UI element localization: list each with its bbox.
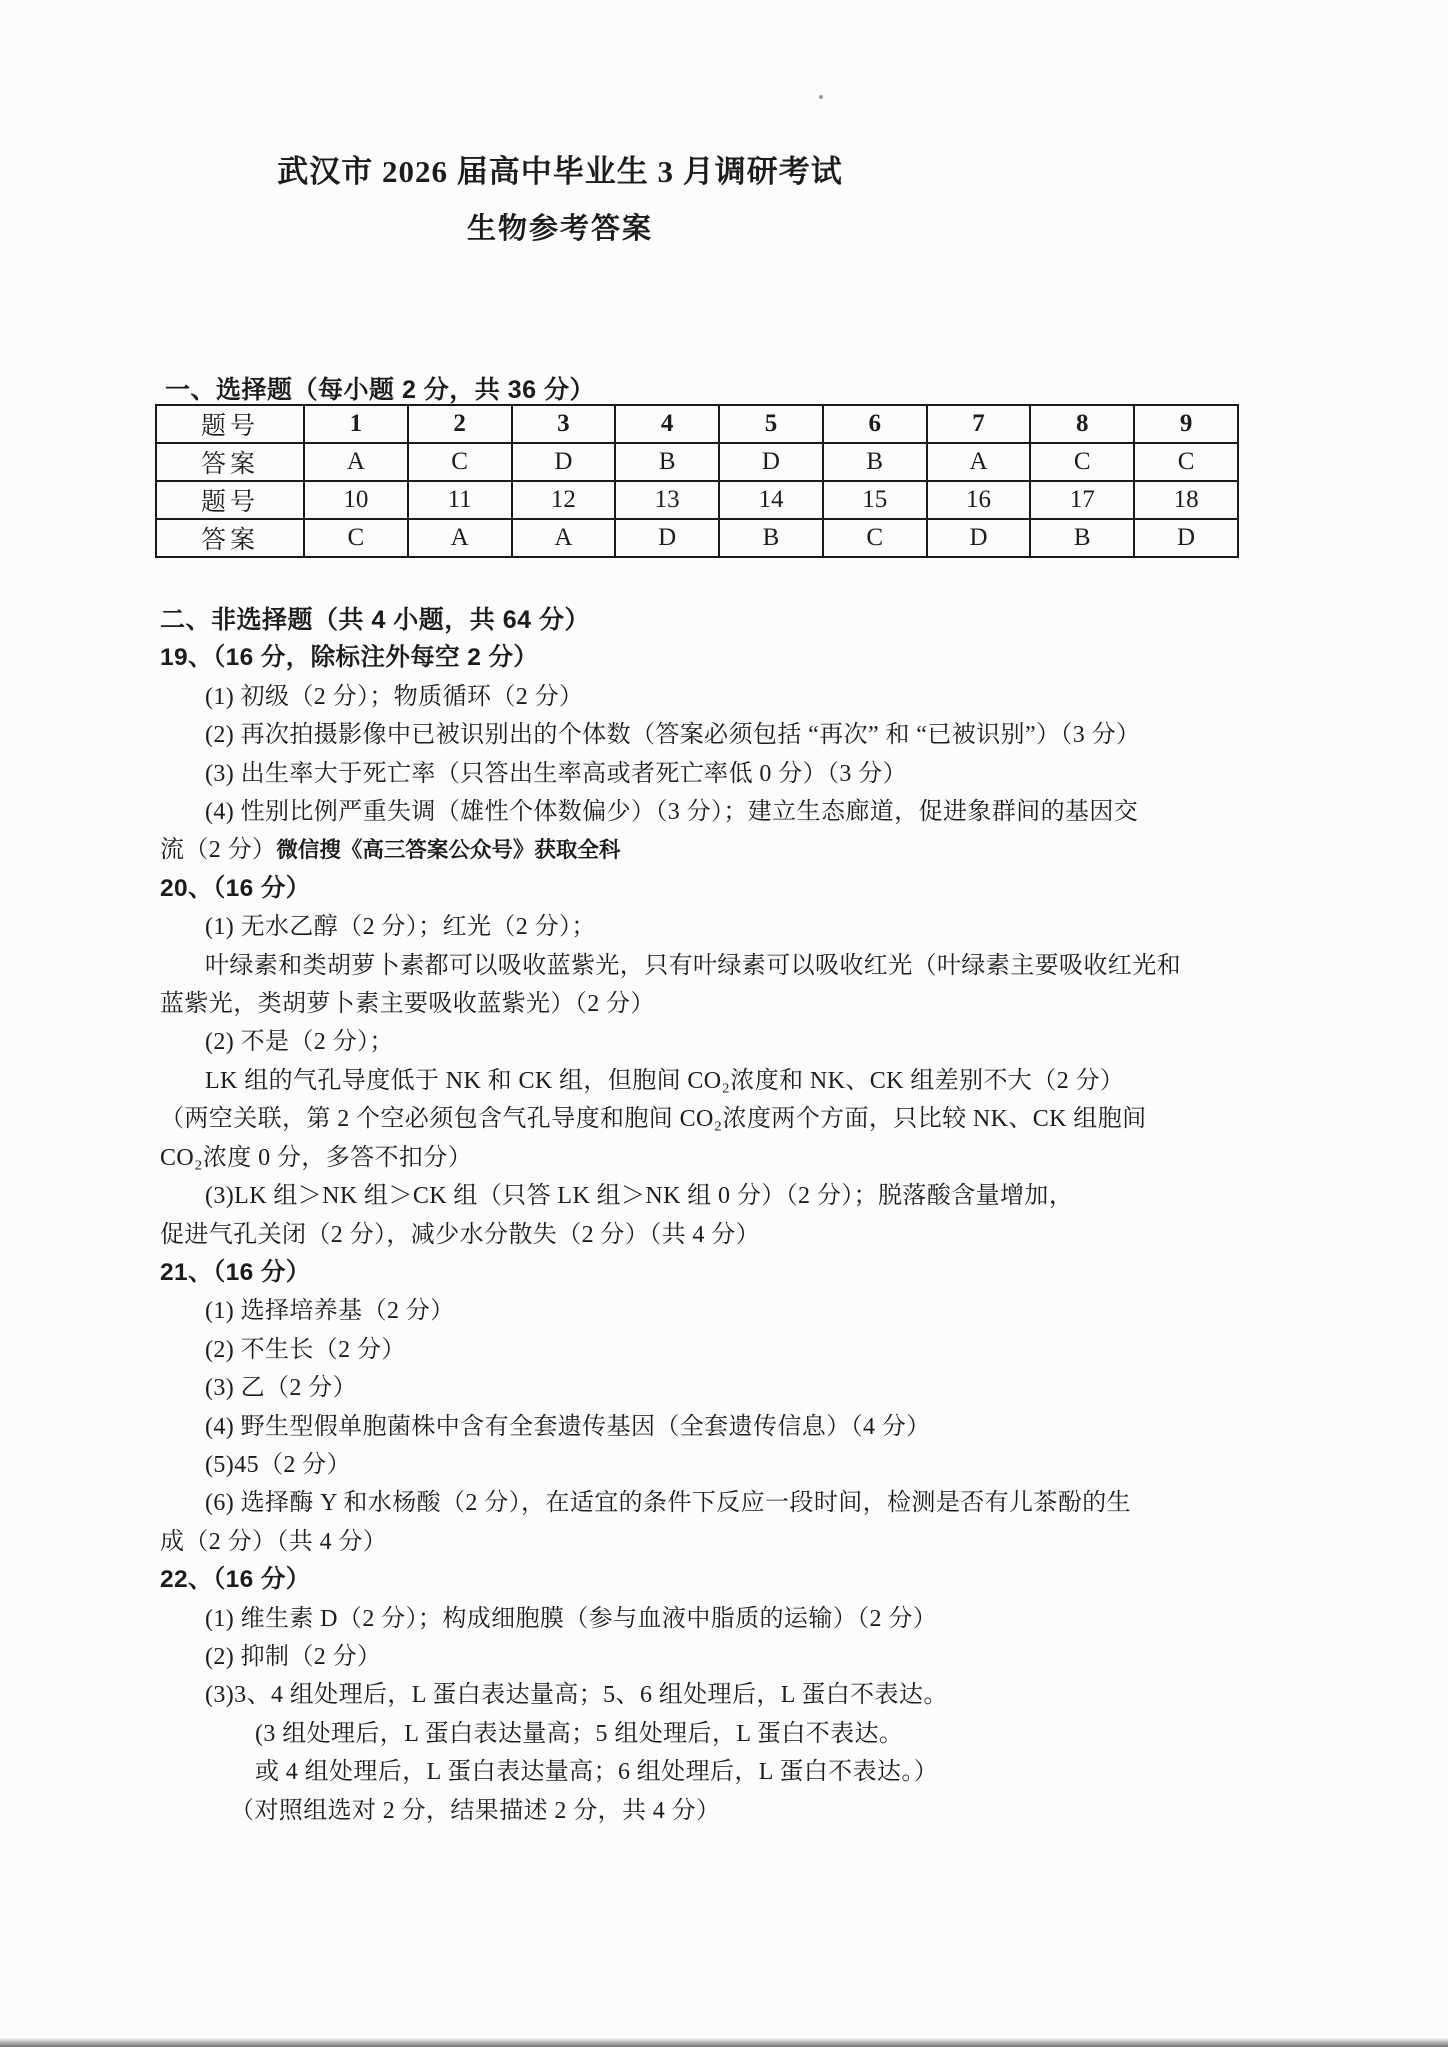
question-number-cell: 2 — [408, 405, 512, 443]
answer-text: (3 组处理后，L 蛋白表达量高；5 组处理后，L 蛋白不表达。 — [255, 1720, 904, 1747]
answer-text: 成（2 分）（共 4 分） — [160, 1528, 388, 1555]
answer-letter-cell: A — [408, 519, 512, 557]
answer-text: 叶绿素和类胡萝卜素都可以吸收蓝紫光，只有叶绿素可以吸收红光（叶绿素主要吸收红光和 — [205, 952, 1181, 979]
answer-line — [160, 1062, 1300, 1100]
answer-line — [160, 1408, 1300, 1446]
answer-line — [160, 1792, 1300, 1830]
answer-line — [160, 831, 1300, 869]
question-number-cell: 6 — [823, 405, 927, 443]
answer-table-body — [156, 405, 1238, 557]
answer-text: 蓝紫光，类胡萝卜素主要吸收蓝紫光）（2 分） — [160, 991, 655, 1018]
answer-letter-cell: B — [1030, 519, 1134, 557]
answer-letter-cell: D — [1134, 519, 1238, 557]
question-heading — [160, 639, 1300, 677]
answer-line — [160, 755, 1300, 793]
answer-line — [160, 1638, 1300, 1676]
answer-text: (2) 不是（2 分）； — [205, 1029, 394, 1056]
answer-letter-cell: D — [615, 519, 719, 557]
answer-letter-cell: D — [512, 443, 616, 481]
answer-line — [160, 1753, 1300, 1791]
answer-text: CO₂浓度 0 分，多答不扣分） — [160, 1144, 473, 1171]
question-number-cell: 5 — [719, 405, 823, 443]
row-label-cell: 答案 — [156, 519, 304, 557]
answer-letter-cell: A — [512, 519, 616, 557]
answer-letter-cell: C — [823, 519, 927, 557]
answer-line — [160, 1600, 1300, 1638]
answer-line — [160, 1216, 1300, 1254]
answer-line — [160, 1177, 1300, 1215]
question-number-cell: 13 — [615, 481, 719, 519]
question-heading — [160, 1561, 1300, 1599]
answer-text: (1) 初级（2 分）；物质循环（2 分） — [205, 683, 584, 710]
answer-text: (1) 无水乙醇（2 分）；红光（2 分）； — [205, 914, 596, 941]
question-number-cell: 18 — [1134, 481, 1238, 519]
table-row — [156, 405, 1238, 443]
free-response-body — [160, 639, 1300, 1830]
answer-letter-cell: A — [304, 443, 408, 481]
answer-text: (3)LK 组＞NK 组＞CK 组（只答 LK 组＞NK 组 0 分）（2 分）；脱落酸含量增加， — [205, 1183, 1074, 1210]
answer-line — [160, 947, 1300, 985]
answer-line — [160, 1139, 1300, 1177]
page-bottom-edge — [0, 2038, 1448, 2047]
answer-line — [160, 1715, 1300, 1753]
answer-line — [160, 1369, 1300, 1407]
table-row — [156, 481, 1238, 519]
question-number-cell: 16 — [927, 481, 1031, 519]
answer-text: 或 4 组处理后，L 蛋白表达量高；6 组处理后，L 蛋白不表达。） — [255, 1759, 939, 1786]
document-title: 武汉市 2026 届高中毕业生 3 月调研考试 — [277, 154, 843, 189]
section-free-heading: 二、非选择题（共 4 小题，共 64 分） — [160, 606, 590, 634]
question-number-cell: 3 — [512, 405, 616, 443]
answer-text: (2) 抑制（2 分） — [205, 1643, 382, 1670]
question-number-cell: 12 — [512, 481, 616, 519]
question-number-cell: 17 — [1030, 481, 1134, 519]
answer-line — [160, 1484, 1300, 1522]
question-number-cell: 10 — [304, 481, 408, 519]
answer-text: (4) 野生型假单胞菌株中含有全套遗传基因（全套遗传信息）（4 分） — [205, 1413, 931, 1440]
answer-text: (5)45（2 分） — [205, 1451, 351, 1478]
question-number-cell: 8 — [1030, 405, 1134, 443]
answer-letter-cell: A — [927, 443, 1031, 481]
answer-letter-cell: B — [615, 443, 719, 481]
answer-text: （两空关联，第 2 个空必须包含气孔导度和胞间 CO₂浓度两个方面，只比较 NK、CK 组胞间 — [160, 1106, 1147, 1133]
answer-line — [160, 793, 1300, 831]
question-heading — [160, 1254, 1300, 1292]
choice-answer-table — [155, 404, 1239, 558]
table-row — [156, 443, 1238, 481]
row-label-cell: 题号 — [156, 405, 304, 443]
row-label-cell: 题号 — [156, 481, 304, 519]
question-number-cell: 15 — [823, 481, 927, 519]
answer-text: (3)3、4 组处理后，L 蛋白表达量高；5、6 组处理后，L 蛋白不表达。 — [205, 1682, 948, 1709]
answer-text: （对照组选对 2 分，结果描述 2 分，共 4 分） — [230, 1797, 721, 1824]
answer-letter-cell: C — [1030, 443, 1134, 481]
answer-text: 19、（16 分，除标注外每空 2 分） — [160, 644, 539, 672]
answer-text: (1) 选择培养基（2 分） — [205, 1298, 455, 1325]
answer-line — [160, 1331, 1300, 1369]
answer-text: 21、（16 分） — [160, 1258, 311, 1286]
answer-line — [160, 1023, 1300, 1061]
answer-line — [160, 1446, 1300, 1484]
question-number-cell: 7 — [927, 405, 1031, 443]
answer-line — [160, 716, 1300, 754]
answer-text: (6) 选择酶 Y 和水杨酸（2 分），在适宜的条件下反应一段时间，检测是否有儿茶酚的生 — [205, 1490, 1132, 1517]
answer-text: 流（2 分） — [160, 837, 277, 864]
question-number-cell: 14 — [719, 481, 823, 519]
question-number-cell: 1 — [304, 405, 408, 443]
answer-text: (2) 再次拍摄影像中已被识别出的个体数（答案必须包括 “再次” 和 “已被识别”）（3 分） — [205, 722, 1141, 749]
watermark-note: 微信搜《高三答案公众号》获取全科 — [276, 838, 621, 863]
question-heading — [160, 870, 1300, 908]
answer-line — [160, 908, 1300, 946]
scan-artifact-dot — [819, 95, 823, 99]
section-choice-heading: 一、选择题（每小题 2 分，共 36 分） — [165, 376, 595, 404]
answer-letter-cell: B — [823, 443, 927, 481]
answer-line — [160, 678, 1300, 716]
answer-letter-cell: C — [1134, 443, 1238, 481]
answer-text: LK 组的气孔导度低于 NK 和 CK 组，但胞间 CO₂浓度和 NK、CK 组差别不大（2 分） — [205, 1067, 1125, 1094]
answer-line — [160, 1523, 1300, 1561]
answer-text: (3) 出生率大于死亡率（只答出生率高或者死亡率低 0 分）（3 分） — [205, 760, 907, 787]
answer-line — [160, 985, 1300, 1023]
answer-text: 促进气孔关闭（2 分），减少水分散失（2 分）（共 4 分） — [160, 1221, 760, 1248]
answer-letter-cell: C — [408, 443, 512, 481]
question-number-cell: 11 — [408, 481, 512, 519]
free-response-section — [160, 601, 1300, 1830]
answer-line — [160, 1292, 1300, 1330]
document-subtitle: 生物参考答案 — [466, 213, 653, 245]
answer-text: 22、（16 分） — [160, 1566, 311, 1594]
answer-letter-cell: B — [719, 519, 823, 557]
answer-text: (2) 不生长（2 分） — [205, 1336, 406, 1363]
answer-line — [160, 1676, 1300, 1714]
answer-text: (3) 乙（2 分） — [205, 1375, 357, 1402]
answer-line — [160, 1100, 1300, 1138]
answer-text: (4) 性别比例严重失调（雄性个体数偏少）（3 分）；建立生态廊道，促进象群间的基因交 — [205, 799, 1139, 826]
question-number-cell: 9 — [1134, 405, 1238, 443]
question-number-cell: 4 — [615, 405, 719, 443]
answer-letter-cell: C — [304, 519, 408, 557]
answer-text: (1) 维生素 D（2 分）；构成细胞膜（参与血液中脂质的运输）（2 分） — [205, 1605, 938, 1632]
row-label-cell: 答案 — [156, 443, 304, 481]
answer-letter-cell: D — [719, 443, 823, 481]
answer-letter-cell: D — [927, 519, 1031, 557]
table-row — [156, 519, 1238, 557]
answer-text: 20、（16 分） — [160, 874, 311, 902]
